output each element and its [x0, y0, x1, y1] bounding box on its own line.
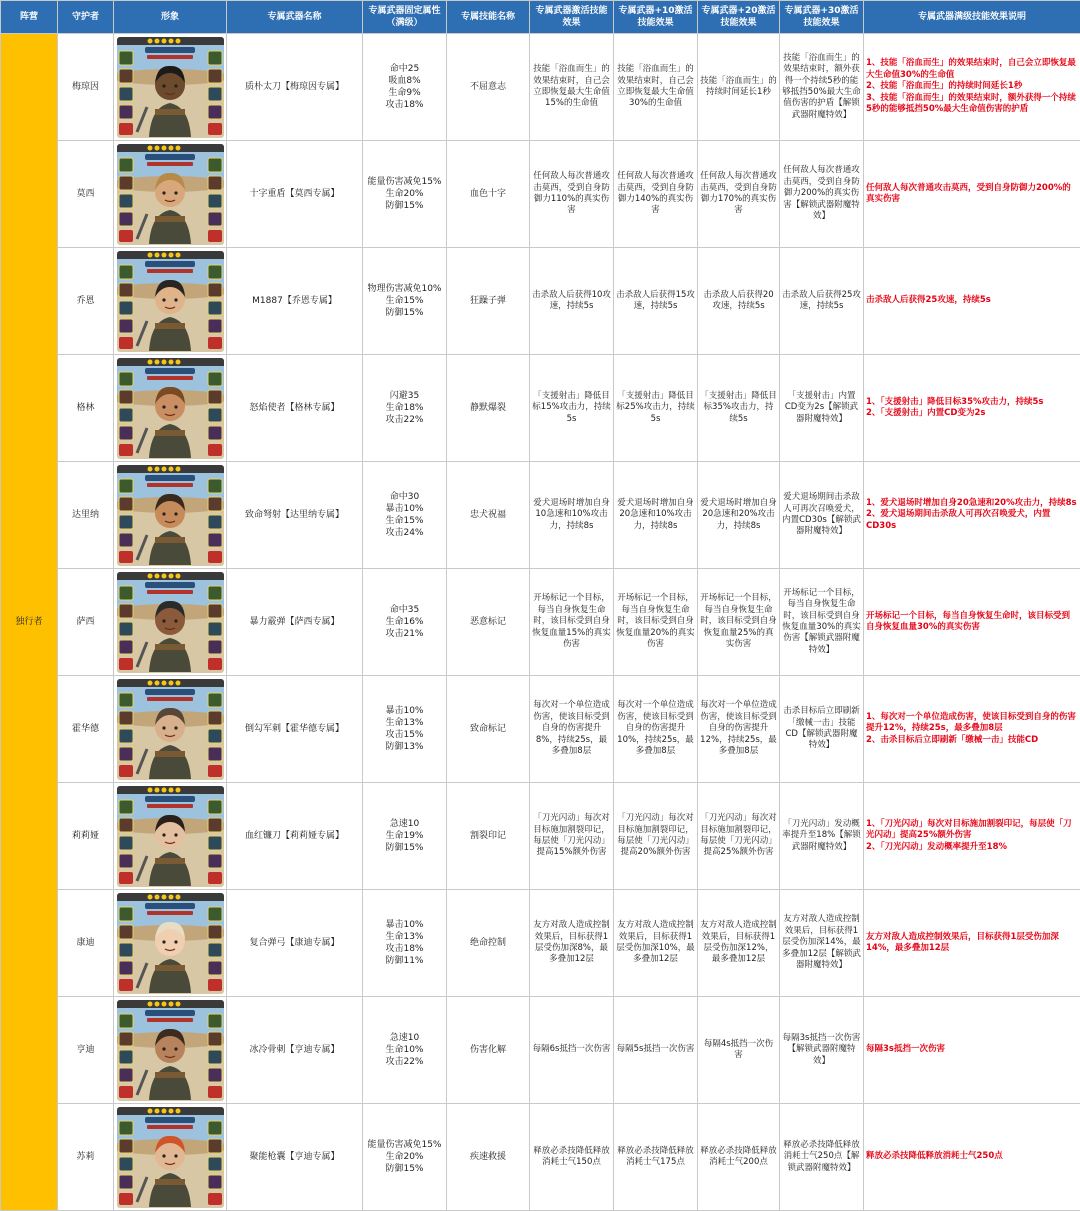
- attribute-line: 命中35: [365, 604, 444, 616]
- full-effect-line: 1、「刀光闪动」每次对目标施加割裂印记，每层使「刀光闪动」提高25%额外伤害: [866, 819, 1078, 842]
- table-row: [1, 355, 1080, 462]
- attribute-line: 能量伤害减免15%: [365, 1139, 444, 1151]
- attribute-line: 防御15%: [365, 200, 444, 212]
- header-plus30: 专属武器+30激活技能效果: [780, 1, 864, 34]
- effect-plus30: 开场标记一个目标，每当自身恢复生命时，该目标受到自身恢复血量30%的真实伤害【解锁武器附魔特效】: [780, 569, 864, 676]
- effect-plus30: 友方对敌人造成控制效果后，目标获得1层受伤加深14%，最多叠加12层【解锁武器附魔特效】: [780, 890, 864, 997]
- attribute-line: 吸血8%: [365, 75, 444, 87]
- effect-activate: 友方对敌人造成控制效果后，目标获得1层受伤加深8%，最多叠加12层: [530, 890, 614, 997]
- full-effect-line: 2、「支援射击」内置CD变为2s: [866, 408, 1078, 419]
- effect-plus10: 击杀敌人后获得15攻速，持续5s: [614, 248, 698, 355]
- attribute-line: 生命15%: [365, 515, 444, 527]
- guardian-portrait-cell: [114, 676, 227, 783]
- attribute-line: 急速10: [365, 818, 444, 830]
- effect-activate: 击杀敌人后获得10攻速，持续5s: [530, 248, 614, 355]
- guardian-name: 萨西: [58, 569, 114, 676]
- table-row: [1, 676, 1080, 783]
- weapon-name: 血红镰刀【莉莉娅专属】: [227, 783, 363, 890]
- weapon-name: 十字重盾【莫西专属】: [227, 141, 363, 248]
- skill-name: 忠犬祝福: [447, 462, 530, 569]
- guardian-portrait-cell: [114, 355, 227, 462]
- full-effect: [864, 783, 1080, 890]
- attribute-line: 攻击18%: [365, 943, 444, 955]
- weapon-name: 倒勾军刺【霍华德专属】: [227, 676, 363, 783]
- guardian-name: 乔恩: [58, 248, 114, 355]
- table-row: [1, 248, 1080, 355]
- header-activate: 专属武器激活技能效果: [530, 1, 614, 34]
- effect-plus30: 每隔3s抵挡一次伤害【解锁武器附魔特效】: [780, 997, 864, 1104]
- full-effect-line: 任何敌人每次普通攻击莫西，受到自身防御力200%的真实伤害: [866, 183, 1078, 206]
- attribute-line: 生命20%: [365, 1151, 444, 1163]
- guardian-portrait-cell: [114, 248, 227, 355]
- guardian-name: 梅琼因: [58, 34, 114, 141]
- attribute-line: 生命15%: [365, 295, 444, 307]
- effect-plus20: 每次对一个单位造成伤害，使该目标受到自身的伤害提升12%，持续25s，最多叠加8层: [698, 676, 780, 783]
- attribute-line: 生命20%: [365, 188, 444, 200]
- full-effect: [864, 248, 1080, 355]
- full-effect: [864, 890, 1080, 997]
- effect-plus20: 「支援射击」降低目标35%攻击力，持续5s: [698, 355, 780, 462]
- effect-plus30: 技能「浴血而生」的效果结束时，额外获得一个持续5秒的能够抵挡50%最大生命值伤害的护盾【解锁武器附魔特效】: [780, 34, 864, 141]
- effect-activate: 开场标记一个目标，每当自身恢复生命时，该目标受到自身恢复血量15%的真实伤害: [530, 569, 614, 676]
- attribute-line: 命中25: [365, 63, 444, 75]
- guardian-portrait: [117, 358, 224, 459]
- attribute-line: 防御11%: [365, 955, 444, 967]
- skill-name: 绝命控制: [447, 890, 530, 997]
- guardian-portrait: [117, 786, 224, 887]
- attribute-line: 生命19%: [365, 830, 444, 842]
- attribute-line: 物理伤害减免10%: [365, 283, 444, 295]
- effect-plus30: 爱犬退场期间击杀敌人可再次召唤爱犬，内置CD30s【解锁武器附魔特效】: [780, 462, 864, 569]
- guardian-portrait: [117, 572, 224, 673]
- table-row: [1, 1104, 1080, 1211]
- weapon-attributes: [363, 462, 447, 569]
- table-row: [1, 997, 1080, 1104]
- skill-name: 疾速救援: [447, 1104, 530, 1211]
- weapon-name: 冰冷骨刺【亨迪专属】: [227, 997, 363, 1104]
- table-row: [1, 462, 1080, 569]
- guardian-name: 莫西: [58, 141, 114, 248]
- skill-name: 伤害化解: [447, 997, 530, 1104]
- attribute-line: 闪避35: [365, 390, 444, 402]
- guardian-portrait-cell: [114, 569, 227, 676]
- full-effect-line: 2、击杀目标后立即刷新「缴械一击」技能CD: [866, 735, 1078, 746]
- effect-plus30: 「支援射击」内置CD变为2s【解锁武器附魔特效】: [780, 355, 864, 462]
- effect-plus20: 任何敌人每次普通攻击莫西，受到自身防御力170%的真实伤害: [698, 141, 780, 248]
- attribute-line: 暴击10%: [365, 503, 444, 515]
- guardian-portrait-cell: [114, 141, 227, 248]
- weapon-name: 致命弩射【达里纳专属】: [227, 462, 363, 569]
- effect-plus10: 每隔5s抵挡一次伤害: [614, 997, 698, 1104]
- effect-plus20: 每隔4s抵挡一次伤害: [698, 997, 780, 1104]
- weapon-name: 复合弹弓【康迪专属】: [227, 890, 363, 997]
- full-effect: [864, 141, 1080, 248]
- effect-plus10: 每次对一个单位造成伤害，使该目标受到自身的伤害提升10%，持续25s，最多叠加8层: [614, 676, 698, 783]
- header-weapon: 专属武器名称: [227, 1, 363, 34]
- full-effect: [864, 676, 1080, 783]
- effect-activate: 释放必杀技降低释放消耗士气150点: [530, 1104, 614, 1211]
- effect-plus10: 爱犬退场时增加自身20急速和10%攻击力，持续8s: [614, 462, 698, 569]
- attribute-line: 攻击22%: [365, 1056, 444, 1068]
- weapon-attributes: [363, 783, 447, 890]
- attribute-line: 生命10%: [365, 1044, 444, 1056]
- attribute-line: 攻击22%: [365, 414, 444, 426]
- skill-name: 不屈意志: [447, 34, 530, 141]
- guardian-portrait-cell: [114, 462, 227, 569]
- full-effect-line: 友方对敌人造成控制效果后，目标获得1层受伤加深14%，最多叠加12层: [866, 932, 1078, 955]
- weapon-attributes: [363, 141, 447, 248]
- guardian-portrait-cell: [114, 890, 227, 997]
- effect-plus30: 「刀光闪动」发动概率提升至18%【解锁武器附魔特效】: [780, 783, 864, 890]
- guardian-portrait: [117, 1000, 224, 1101]
- effect-activate: 「支援射击」降低目标15%攻击力，持续5s: [530, 355, 614, 462]
- full-effect-line: 释放必杀技降低释放消耗士气250点: [866, 1151, 1078, 1162]
- attribute-line: 生命16%: [365, 616, 444, 628]
- effect-activate: 爱犬退场时增加自身10急速和10%攻击力，持续8s: [530, 462, 614, 569]
- full-effect-line: 每隔3s抵挡一次伤害: [866, 1044, 1078, 1055]
- effect-plus20: 「刀光闪动」每次对目标施加割裂印记，每层使「刀光闪动」提高25%额外伤害: [698, 783, 780, 890]
- attribute-line: 暴击10%: [365, 705, 444, 717]
- full-effect-line: 2、「刀光闪动」发动概率提升至18%: [866, 842, 1078, 853]
- camp-cell: 独行者: [1, 34, 58, 1211]
- attribute-line: 攻击21%: [365, 628, 444, 640]
- full-effect-line: 1、「支援射击」降低目标35%攻击力，持续5s: [866, 397, 1078, 408]
- attribute-line: 攻击24%: [365, 527, 444, 539]
- guardian-portrait: [117, 37, 224, 138]
- effect-plus20: 开场标记一个目标，每当自身恢复生命时，该目标受到自身恢复血量25%的真实伤害: [698, 569, 780, 676]
- header-image: 形象: [114, 1, 227, 34]
- weapon-attributes: [363, 1104, 447, 1211]
- effect-plus10: 「刀光闪动」每次对目标施加割裂印记，每层使「刀光闪动」提高20%额外伤害: [614, 783, 698, 890]
- guardian-portrait-cell: [114, 997, 227, 1104]
- effect-plus10: 技能「浴血而生」的效果结束时，自己会立即恢复最大生命值30%的生命值: [614, 34, 698, 141]
- effect-activate: 每隔6s抵挡一次伤害: [530, 997, 614, 1104]
- table-row: [1, 890, 1080, 997]
- attribute-line: 防御13%: [365, 741, 444, 753]
- guardian-name: 霍华德: [58, 676, 114, 783]
- full-effect: [864, 34, 1080, 141]
- guardian-portrait-cell: [114, 34, 227, 141]
- attribute-line: 能量伤害减免15%: [365, 176, 444, 188]
- effect-plus30: 释放必杀技降低释放消耗士气250点【解锁武器附魔特效】: [780, 1104, 864, 1211]
- guardian-name: 达里纳: [58, 462, 114, 569]
- full-effect-line: 开场标记一个目标，每当自身恢复生命时，该目标受到自身恢复血量30%的真实伤害: [866, 611, 1078, 634]
- effect-plus20: 释放必杀技降低释放消耗士气200点: [698, 1104, 780, 1211]
- guardian-name: 苏莉: [58, 1104, 114, 1211]
- header-plus10: 专属武器+10激活技能效果: [614, 1, 698, 34]
- weapon-attributes: [363, 890, 447, 997]
- effect-plus30: 击杀目标后立即刷新「缴械一击」技能CD【解锁武器附魔特效】: [780, 676, 864, 783]
- guardian-portrait: [117, 1107, 224, 1208]
- weapon-name: 怒焰使者【格林专属】: [227, 355, 363, 462]
- attribute-line: 防御15%: [365, 307, 444, 319]
- attribute-line: 生命13%: [365, 931, 444, 943]
- weapon-attributes: [363, 997, 447, 1104]
- guardian-portrait: [117, 465, 224, 566]
- header-skill-name: 专属技能名称: [447, 1, 530, 34]
- full-effect: [864, 355, 1080, 462]
- effect-activate: 每次对一个单位造成伤害，使该目标受到自身的伤害提升8%，持续25s，最多叠加8层: [530, 676, 614, 783]
- header-row: [1, 1, 1080, 34]
- effect-plus10: 开场标记一个目标，每当自身恢复生命时，该目标受到自身恢复血量20%的真实伤害: [614, 569, 698, 676]
- attribute-line: 防御15%: [365, 842, 444, 854]
- skill-name: 血色十字: [447, 141, 530, 248]
- attribute-line: 生命18%: [365, 402, 444, 414]
- skill-name: 致命标记: [447, 676, 530, 783]
- guardian-portrait: [117, 251, 224, 352]
- weapon-name: 暴力霰弹【萨西专属】: [227, 569, 363, 676]
- effect-plus20: 技能「浴血而生」的持续时间延长1秒: [698, 34, 780, 141]
- attribute-line: 生命9%: [365, 87, 444, 99]
- full-effect-line: 2、爱犬退场期间击杀敌人可再次召唤爱犬，内置CD30s: [866, 509, 1078, 532]
- table-row: [1, 569, 1080, 676]
- guardian-name: 莉莉娅: [58, 783, 114, 890]
- table-row: [1, 34, 1080, 141]
- effect-plus20: 友方对敌人造成控制效果后，目标获得1层受伤加深12%，最多叠加12层: [698, 890, 780, 997]
- guardian-portrait-cell: [114, 1104, 227, 1211]
- effect-activate: 任何敌人每次普通攻击莫西，受到自身防御力110%的真实伤害: [530, 141, 614, 248]
- guardian-name: 亨迪: [58, 997, 114, 1104]
- guardian-name: 格林: [58, 355, 114, 462]
- full-effect-line: 1、爱犬退场时增加自身20急速和20%攻击力，持续8s: [866, 498, 1078, 509]
- guardian-portrait-cell: [114, 783, 227, 890]
- effect-activate: 「刀光闪动」每次对目标施加割裂印记，每层使「刀光闪动」提高15%额外伤害: [530, 783, 614, 890]
- table-row: [1, 141, 1080, 248]
- guardian-portrait: [117, 679, 224, 780]
- full-effect-line: 1、每次对一个单位造成伤害，使该目标受到自身的伤害提升12%，持续25s，最多叠加8层: [866, 712, 1078, 735]
- full-effect-line: 3、技能「浴血而生」的效果结束时，额外获得一个持续5秒的能够抵挡50%最大生命值伤害的护盾: [866, 93, 1078, 116]
- attribute-line: 生命13%: [365, 717, 444, 729]
- effect-plus10: 「支援射击」降低目标25%攻击力，持续5s: [614, 355, 698, 462]
- full-effect: [864, 1104, 1080, 1211]
- weapon-name: 聚能枪囊【亨迪专属】: [227, 1104, 363, 1211]
- full-effect: [864, 997, 1080, 1104]
- attribute-line: 防御15%: [365, 1163, 444, 1175]
- header-full: 专属武器满级技能效果说明: [864, 1, 1080, 34]
- weapon-attributes: [363, 569, 447, 676]
- guardian-portrait: [117, 893, 224, 994]
- effect-plus30: 击杀敌人后获得25攻速，持续5s: [780, 248, 864, 355]
- attribute-line: 命中30: [365, 491, 444, 503]
- effect-plus10: 任何敌人每次普通攻击莫西，受到自身防御力140%的真实伤害: [614, 141, 698, 248]
- skill-name: 恶意标记: [447, 569, 530, 676]
- header-guardian: 守护者: [58, 1, 114, 34]
- full-effect: [864, 462, 1080, 569]
- weapon-attributes: [363, 355, 447, 462]
- header-plus20: 专属武器+20激活技能效果: [698, 1, 780, 34]
- skill-name: 狂躁子弹: [447, 248, 530, 355]
- effect-plus20: 爱犬退场时增加自身20急速和20%攻击力，持续8s: [698, 462, 780, 569]
- effect-plus20: 击杀敌人后获得20攻速，持续5s: [698, 248, 780, 355]
- weapon-name: 质朴太刀【梅琼因专属】: [227, 34, 363, 141]
- table-row: [1, 783, 1080, 890]
- weapon-attributes: [363, 34, 447, 141]
- skill-name: 静默爆裂: [447, 355, 530, 462]
- attribute-line: 攻击15%: [365, 729, 444, 741]
- effect-plus10: 友方对敌人造成控制效果后，目标获得1层受伤加深10%，最多叠加12层: [614, 890, 698, 997]
- guardian-portrait: [117, 144, 224, 245]
- effect-activate: 技能「浴血而生」的效果结束时，自己会立即恢复最大生命值15%的生命值: [530, 34, 614, 141]
- effect-plus30: 任何敌人每次普通攻击莫西，受到自身防御力200%的真实伤害【解锁武器附魔特效】: [780, 141, 864, 248]
- attribute-line: 攻击18%: [365, 99, 444, 111]
- weapon-attributes: [363, 676, 447, 783]
- effect-plus10: 释放必杀技降低释放消耗士气175点: [614, 1104, 698, 1211]
- full-effect-line: 击杀敌人后获得25攻速，持续5s: [866, 295, 1078, 306]
- header-camp: 阵营: [1, 1, 58, 34]
- attribute-line: 急速10: [365, 1032, 444, 1044]
- full-effect-line: 1、技能「浴血而生」的效果结束时，自己会立即恢复最大生命值30%的生命值: [866, 58, 1078, 81]
- full-effect-line: 2、技能「浴血而生」的持续时间延长1秒: [866, 81, 1078, 92]
- header-attr: 专属武器固定属性（满级）: [363, 1, 447, 34]
- skill-name: 割裂印记: [447, 783, 530, 890]
- guardian-name: 康迪: [58, 890, 114, 997]
- weapon-attributes: [363, 248, 447, 355]
- attribute-line: 暴击10%: [365, 919, 444, 931]
- weapon-name: M1887【乔恩专属】: [227, 248, 363, 355]
- full-effect: [864, 569, 1080, 676]
